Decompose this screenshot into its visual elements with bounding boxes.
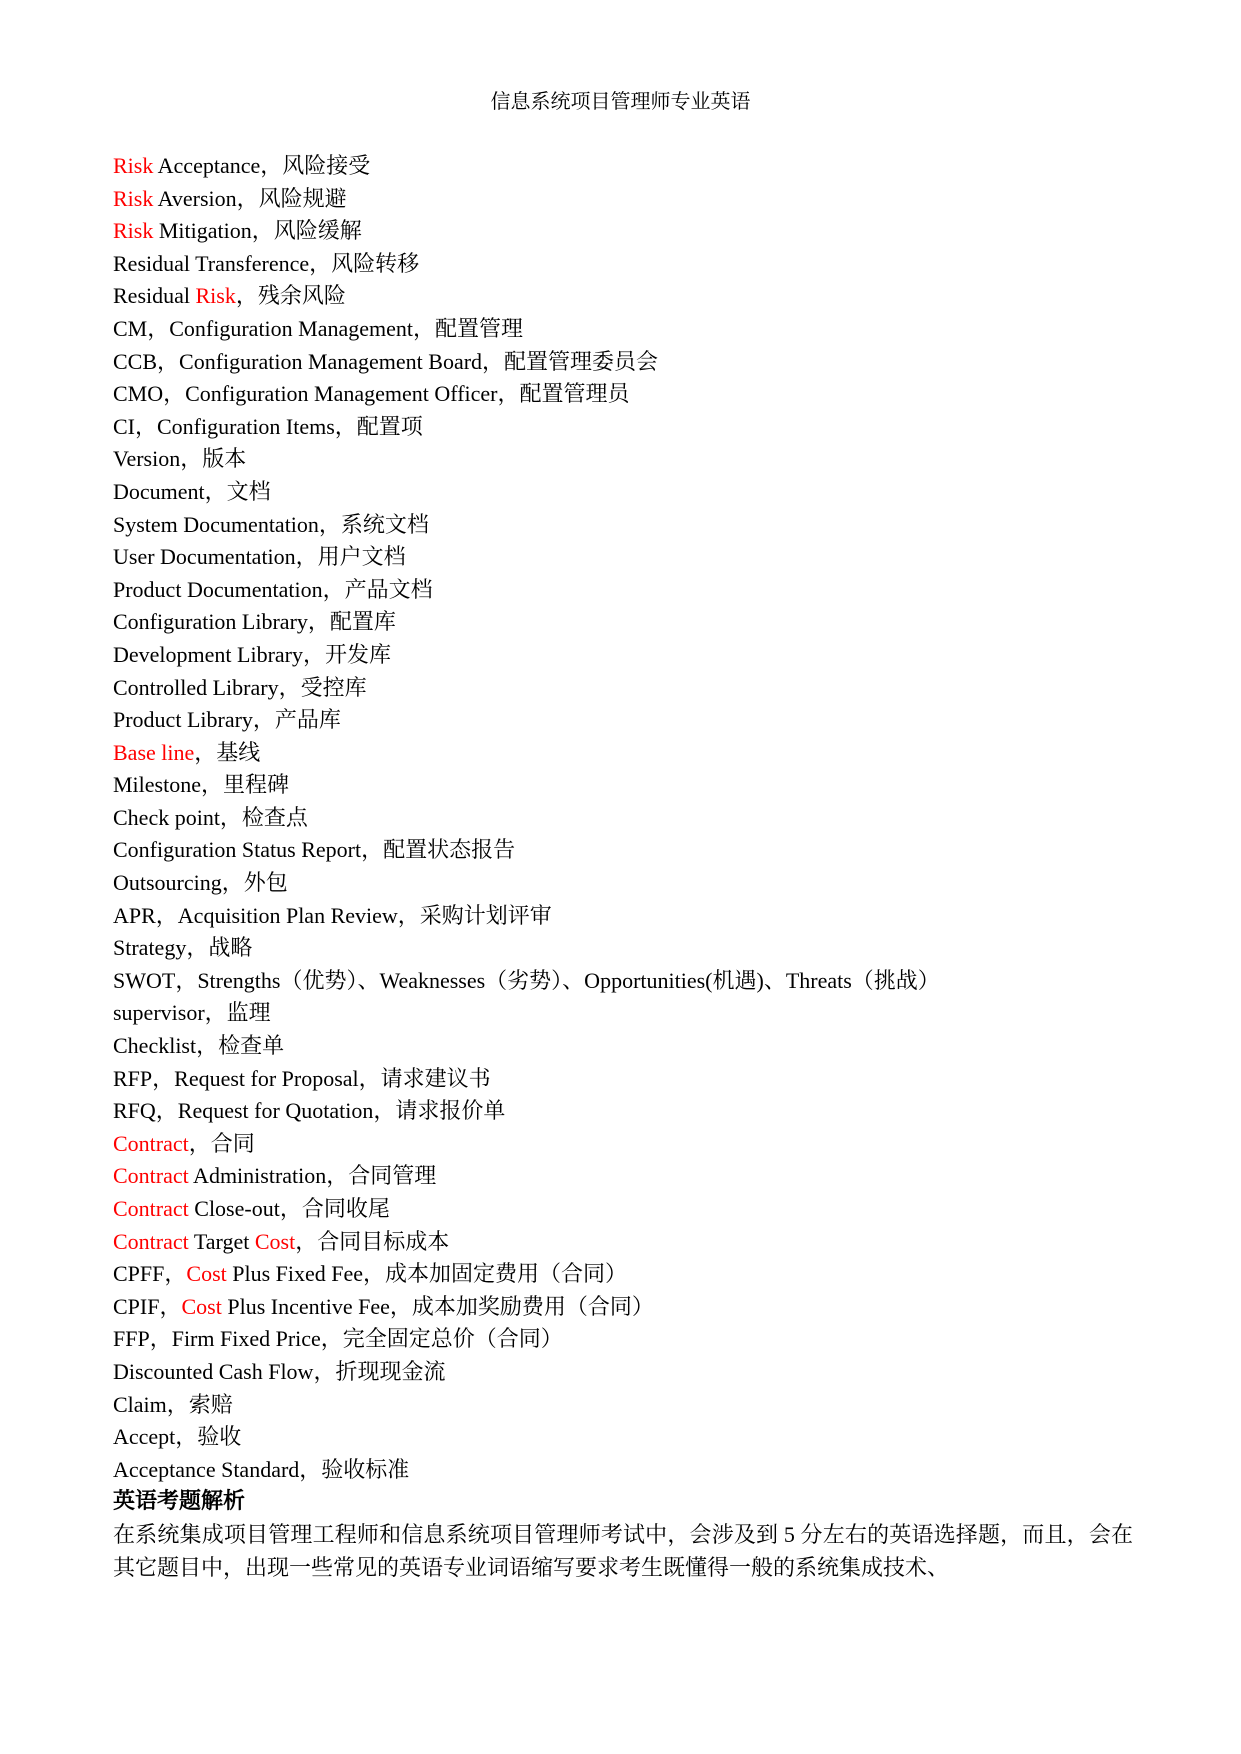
- highlighted-term: Cost: [181, 1293, 222, 1319]
- highlighted-term: Risk: [113, 218, 154, 244]
- term-text: User Documentation，用户文档: [113, 544, 406, 570]
- term-text: Checklist，检查单: [113, 1033, 285, 1059]
- term-line: [113, 1030, 1133, 1063]
- term-line: [113, 704, 1133, 737]
- term-text: Plus Incentive Fee，成本加奖励费用（合同）: [221, 1293, 654, 1319]
- term-line: [113, 1160, 1133, 1193]
- highlighted-term: Risk: [195, 283, 236, 309]
- term-text: Aversion，风险规避: [153, 185, 347, 211]
- term-line: [113, 867, 1133, 900]
- term-line: [113, 1291, 1133, 1324]
- term-line: [113, 672, 1133, 705]
- term-line: [113, 248, 1133, 281]
- term-line: [113, 932, 1133, 965]
- term-text: FFP，Firm Fixed Price，完全固定总价（合同）: [113, 1326, 563, 1352]
- highlighted-term: Contract: [113, 1228, 189, 1254]
- term-text: System Documentation，系统文档: [113, 511, 429, 537]
- term-text: CM，Configuration Management，配置管理: [113, 315, 524, 341]
- term-text: Plus Fixed Fee，成本加固定费用（合同）: [226, 1261, 628, 1287]
- term-text: CPIF，: [113, 1293, 182, 1319]
- term-line: [113, 1356, 1133, 1389]
- term-text: Close-out，合同收尾: [188, 1196, 390, 1221]
- term-text: Acceptance，风险接受: [153, 153, 371, 178]
- term-text: Milestone，里程碑: [113, 772, 289, 798]
- term-line: [113, 1258, 1133, 1291]
- term-text: ，基线: [194, 739, 261, 765]
- term-text: Product Library，产品库: [113, 707, 341, 733]
- term-text: ，残余风险: [235, 283, 346, 309]
- term-text: Residual: [113, 283, 196, 309]
- term-line: [113, 1128, 1133, 1161]
- term-line: [113, 1421, 1133, 1454]
- term-line: [113, 769, 1133, 802]
- term-line: [113, 183, 1133, 216]
- term-line: [113, 606, 1133, 639]
- term-line: [113, 737, 1133, 770]
- term-text: CI，Configuration Items，配置项: [113, 413, 423, 439]
- term-line: [113, 834, 1133, 867]
- term-text: Discounted Cash Flow，折现现金流: [113, 1358, 446, 1384]
- term-line: [113, 215, 1133, 248]
- term-list: [113, 150, 1133, 1486]
- term-line: [113, 476, 1133, 509]
- highlighted-term: Contract: [113, 1196, 189, 1221]
- highlighted-term: Cost: [186, 1261, 227, 1287]
- highlighted-term: Base line: [113, 739, 195, 765]
- term-line: [113, 1063, 1133, 1096]
- term-text: CCB，Configuration Management Board，配置管理委员会: [113, 348, 659, 374]
- term-line: [113, 900, 1133, 933]
- term-line: [113, 1226, 1133, 1259]
- term-text: Version，版本: [113, 446, 247, 472]
- term-line: [113, 1193, 1133, 1226]
- term-text: SWOT，Strengths（优势）、Weaknesses（劣势）、Opportunities(机遇)、Threats（挑战）: [113, 967, 940, 993]
- term-line: [113, 443, 1133, 476]
- highlighted-term: Risk: [113, 153, 154, 178]
- term-line: [113, 411, 1133, 444]
- term-text: ，合同: [188, 1130, 255, 1156]
- term-line: [113, 280, 1133, 313]
- term-line: [113, 541, 1133, 574]
- term-line: [113, 639, 1133, 672]
- term-text: Configuration Status Report，配置状态报告: [113, 837, 516, 863]
- highlighted-term: Contract: [113, 1130, 189, 1156]
- highlighted-term: Risk: [113, 185, 154, 211]
- section-heading: 英语考题解析: [113, 1489, 246, 1515]
- term-text: APR，Acquisition Plan Review，采购计划评审: [113, 902, 552, 928]
- term-line: [113, 378, 1133, 411]
- term-line: [113, 574, 1133, 607]
- term-text: Residual Transference，风险转移: [113, 250, 420, 276]
- term-line: [113, 1323, 1133, 1356]
- term-text: RFQ，Request for Quotation，请求报价单: [113, 1098, 506, 1124]
- term-text: Configuration Library，配置库: [113, 609, 396, 635]
- term-line: [113, 313, 1133, 346]
- term-line: [113, 1389, 1133, 1422]
- term-line: [113, 509, 1133, 542]
- term-text: Check point，检查点: [113, 804, 308, 830]
- term-text: CPFF，: [113, 1261, 187, 1287]
- term-line: [113, 965, 1133, 998]
- term-text: Outsourcing，外包: [113, 870, 288, 896]
- term-text: CMO，Configuration Management Officer，配置管理员: [113, 381, 630, 407]
- document-body: [113, 150, 1133, 1584]
- term-text: Acceptance Standard，验收标准: [113, 1456, 410, 1482]
- term-text: Document，文档: [113, 478, 271, 504]
- term-text: Mitigation，风险缓解: [153, 218, 362, 244]
- term-text: supervisor，监理: [113, 1000, 271, 1026]
- highlighted-term: Cost: [254, 1228, 296, 1254]
- term-text: Strategy，战略: [113, 935, 253, 961]
- term-text: ，合同目标成本: [295, 1228, 450, 1254]
- term-text: Target: [188, 1228, 255, 1254]
- term-line: [113, 1454, 1133, 1487]
- highlighted-term: Contract: [113, 1163, 189, 1189]
- term-line: [113, 150, 1133, 183]
- term-text: Accept，验收: [113, 1424, 242, 1450]
- term-text: Controlled Library，受控库: [113, 674, 367, 700]
- term-line: [113, 997, 1133, 1030]
- term-line: [113, 802, 1133, 835]
- term-text: Product Documentation，产品文档: [113, 576, 433, 602]
- body-paragraph: 在系统集成项目管理工程师和信息系统项目管理师考试中，会涉及到 5 分左右的英语选择题，而且，会在其它题目中，出现一些常见的英语专业词语缩写要求考生既懂得一般的系统集成技术、: [113, 1521, 1133, 1580]
- term-text: Claim，索赔: [113, 1391, 233, 1417]
- term-text: RFP，Request for Proposal，请求建议书: [113, 1065, 491, 1091]
- term-line: [113, 346, 1133, 379]
- page-header-title: 信息系统项目管理师专业英语: [490, 91, 751, 113]
- term-text: Administration，合同管理: [188, 1163, 437, 1189]
- term-text: Development Library，开发库: [113, 641, 391, 667]
- term-line: [113, 1095, 1133, 1128]
